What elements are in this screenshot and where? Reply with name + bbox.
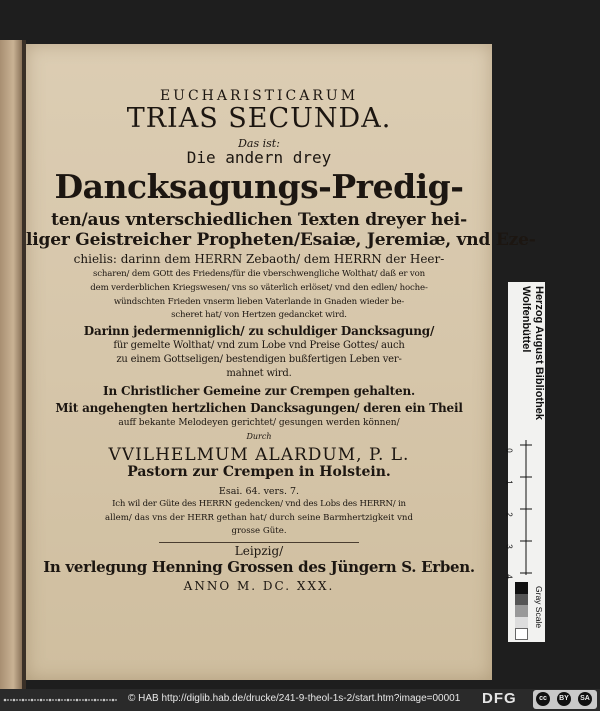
ruler-tick-4: 4 — [504, 574, 514, 579]
dot — [88, 699, 90, 701]
dot — [55, 699, 57, 701]
title-line-dancksagungs: Dancksagungs-Predig- — [54, 167, 464, 206]
imprint-publisher: In verlegung Henning Grossen des Jüngern S. Erben. — [43, 558, 475, 576]
cc-license-badge[interactable] — [533, 690, 597, 709]
dot — [7, 699, 9, 701]
title-line-durch: Durch — [246, 432, 272, 441]
title-line-6: ten/aus vnterschiedlichen Texten dreyer hei- — [51, 210, 467, 230]
dot — [10, 699, 12, 701]
bible-reference: Esai. 64. vers. 7. — [218, 486, 300, 497]
dot — [106, 699, 108, 701]
dot-pattern-logo — [2, 693, 117, 707]
library-name-line-1: Herzog August Bibliothek — [533, 286, 545, 421]
dot — [70, 699, 72, 701]
by-icon: BY — [557, 692, 571, 706]
dot — [28, 699, 30, 701]
title-line-das-ist: Das ist: — [238, 137, 280, 150]
dot — [91, 699, 93, 701]
dot — [16, 699, 18, 701]
title-line-10: dem verderblichen Kriegswesen/ vns so väterlich erlöset/ vnd den edlen/ hoche- — [90, 283, 428, 293]
title-line-17: In Christlicher Gemeine zur Crempen gehalten. — [103, 384, 415, 398]
title-line-15: zu einem Gottseligen/ bestendigen bußfertigen Leben ver- — [116, 354, 402, 365]
dot — [40, 699, 43, 702]
bible-quote-line-2: allem/ das vns der HERR gethan hat/ durch seine Barmhertzigkeit vnd — [105, 513, 413, 523]
footer-credit-link[interactable]: © HAB http://diglib.hab.de/drucke/241-9-theol-1s-2/start.htm?image=00001 — [128, 693, 461, 704]
dot — [82, 699, 84, 701]
dot — [103, 699, 106, 702]
dot — [58, 699, 61, 702]
gray-swatch — [515, 582, 528, 594]
dot — [52, 699, 54, 701]
title-line-9: scharen/ dem GOtt des Friedens/für die vberschwengliche Wolthat/ daß er von — [92, 269, 426, 279]
dot — [73, 699, 75, 701]
divider-rule — [159, 542, 359, 543]
dot — [64, 699, 66, 701]
dot — [31, 699, 34, 702]
dot — [34, 699, 36, 701]
title-line-12: scheret hat/ von Hertzen gedancket wird. — [171, 310, 347, 320]
title-line-11: wündschten Frieden vnserm lieben Vaterlande in Gnaden wieder be- — [113, 297, 405, 307]
sa-icon: SA — [578, 692, 592, 706]
gray-swatch — [515, 617, 528, 629]
ruler-tick-2: 2 — [504, 512, 514, 517]
dot — [76, 699, 79, 702]
title-line-18: Mit angehengten hertzlichen Dancksagungen/ deren ein Theil — [55, 401, 463, 415]
title-line-16: mahnet wird. — [226, 368, 292, 379]
title-line-trias-secunda: TRIAS SECUNDA. — [126, 103, 392, 134]
title-line-eucharisticarum: EUCHARISTICARUM — [159, 88, 359, 104]
cc-icon: cc — [536, 692, 550, 706]
dot — [94, 699, 97, 702]
dot — [37, 699, 39, 701]
dot — [112, 699, 115, 702]
dot — [13, 699, 16, 702]
title-line-14: für gemelte Wolthat/ vnd zum Lobe vnd Preise Gottes/ auch — [113, 340, 405, 351]
dot — [49, 699, 52, 702]
bible-quote-line-1: Ich wil der Güte des HERRN gedencken/ vnd des Lobs des HERRN/ in — [112, 499, 406, 509]
dot — [109, 699, 111, 701]
dot — [100, 699, 102, 701]
title-line-die-andern-drey: Die andern drey — [186, 148, 332, 167]
dot — [43, 699, 45, 701]
title-line-7: liger Geistreicher Propheten/Esaiæ, Jeremiæ, vnd Eze- — [26, 230, 536, 250]
dfg-logo: DFG — [482, 690, 517, 707]
ruler-tick-0: 0 — [504, 448, 514, 453]
title-line-8: chielis: darinn dem HERRN Zebaoth/ dem HERRN der Heer- — [73, 252, 445, 266]
dot — [22, 699, 25, 702]
gray-swatch — [515, 594, 528, 606]
ruler-tick-3: 3 — [504, 544, 514, 549]
dot — [25, 699, 27, 701]
ruler-tick-1: 1 — [504, 480, 514, 485]
library-label — [511, 286, 545, 426]
dot — [79, 699, 81, 701]
dot — [67, 699, 70, 702]
dot — [4, 699, 7, 702]
dot — [61, 699, 63, 701]
author-title: Pastorn zur Crempen in Holstein. — [127, 464, 391, 480]
scale-ruler — [516, 440, 536, 580]
imprint-year: ANNO M. DC. XXX. — [183, 579, 335, 593]
gray-swatch — [515, 605, 528, 617]
dot — [97, 699, 99, 701]
dot — [115, 699, 117, 701]
imprint-place: Leipzig/ — [234, 544, 284, 558]
gray-swatch — [515, 628, 528, 640]
dot — [46, 699, 48, 701]
previous-page-edge — [0, 40, 22, 690]
library-name-line-2: Wolfenbüttel — [520, 286, 532, 353]
dot — [19, 699, 21, 701]
gray-scale-bars — [515, 582, 528, 640]
bible-quote-line-3: grosse Güte. — [231, 526, 287, 536]
dot — [85, 699, 88, 702]
title-line-19: auff bekante Melodeyen gerichtet/ gesungen werden können/ — [118, 418, 400, 428]
author-name: VVILHELMUM ALARDUM, P. L. — [108, 445, 410, 465]
gray-scale-label: Gray Scale — [534, 586, 544, 629]
title-line-13: Darinn jedermenniglich/ zu schuldiger Dancksagung/ — [83, 324, 435, 338]
